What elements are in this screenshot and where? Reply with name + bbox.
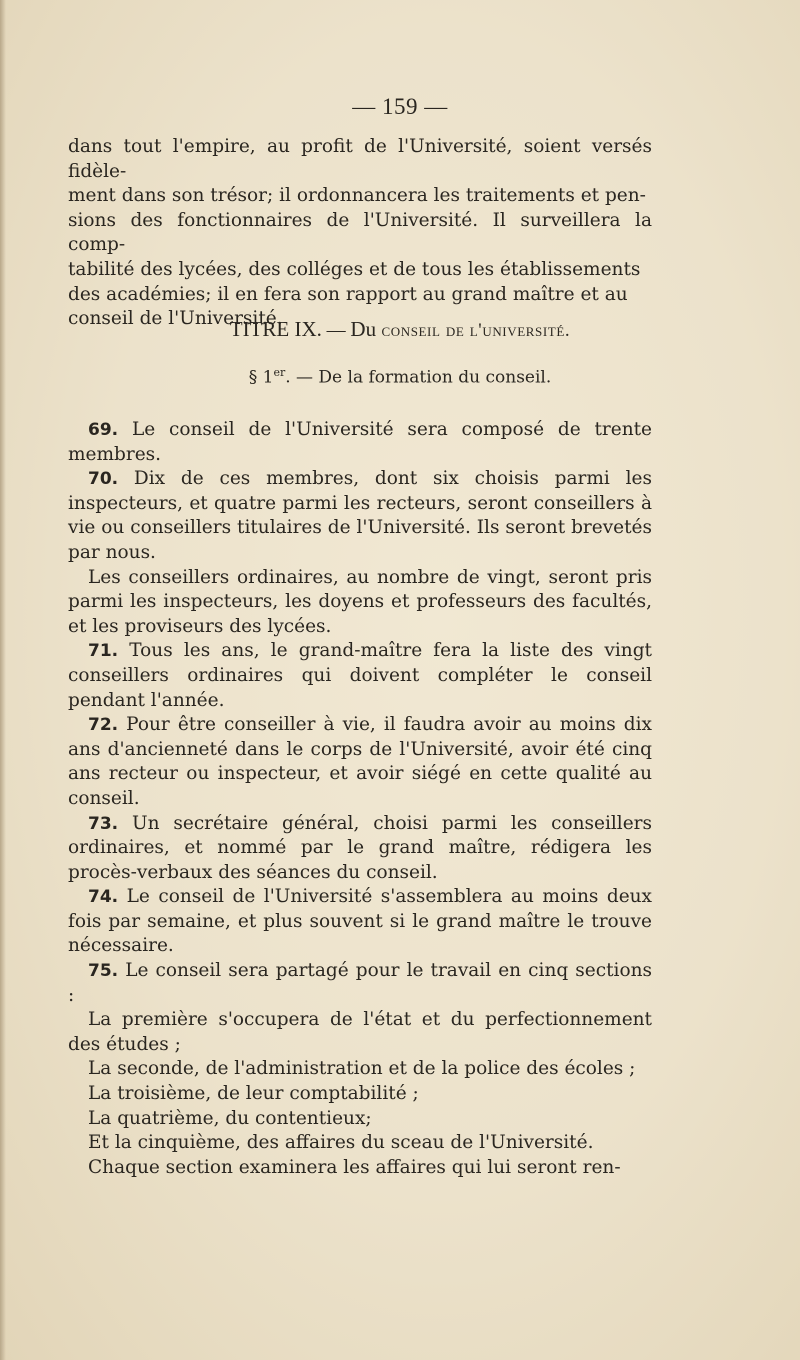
closing-line: Chaque section examinera les affaires qui lui seront ren-	[88, 1156, 621, 1178]
article-number: 71.	[88, 641, 119, 662]
intro-line: sions des fonctionnaires de l'Université. Il surveillera la comp-	[68, 209, 652, 256]
article-text: Un secrétaire général, choisi parmi les conseillers ordinaires, et nommé par le grand maître, rédigera les procès-verbaux des séances du conseil.	[68, 812, 652, 883]
subsection-text: . — De la formation du conseil.	[285, 367, 552, 388]
section-item: La seconde, de l'administration et de la police des écoles ;	[88, 1058, 636, 1080]
subsection-title	[0, 366, 800, 388]
article-text: Le conseil de l'Université s'assemblera au moins deux fois par semaine, et plus souvent si le grand maître le trouve nécessaire.	[68, 886, 652, 957]
article-number: 75.	[88, 961, 119, 982]
article-75	[68, 959, 652, 1008]
article-70-paragraph-2: Les conseillers ordinaires, au nombre de vingt, seront pris parmi les inspecteurs, les doyens et professeurs des facultés, et les proviseurs des lycées.	[68, 566, 652, 637]
section-item: La troisième, de leur comptabilité ;	[88, 1083, 419, 1105]
title-dash: —	[321, 320, 351, 341]
title-subject: conseil de l'université.	[376, 320, 571, 341]
intro-paragraph	[68, 135, 652, 332]
intro-line: conseil de l'Université.	[68, 308, 283, 330]
intro-line: des académies; il en fera son rapport au grand maître et au	[68, 283, 628, 305]
article-69	[68, 418, 652, 467]
article-text: Tous les ans, le grand-maître fera la liste des vingt conseillers ordinaires qui doivent compléter le conseil pendant l'année.	[68, 640, 652, 711]
article-74	[68, 885, 652, 959]
section-item: La première s'occupera de l'état et du perfectionnement des études ;	[68, 1009, 652, 1055]
article-71	[68, 639, 652, 713]
article-text: Le conseil de l'Université sera composé de trente membres.	[68, 419, 652, 465]
intro-line: ment dans son trésor; il ordonnancera les traitements et pen-	[68, 185, 646, 207]
page-edge-shadow	[0, 0, 6, 1360]
intro-line: tabilité des lycées, des colléges et de tous les établissements	[68, 258, 641, 280]
section-item: Et la cinquième, des affaires du sceau de l'Université.	[88, 1132, 594, 1154]
article-number: 69.	[88, 420, 119, 440]
section-title	[0, 317, 800, 342]
article-text: Pour être conseiller à vie, il faudra avoir au moins dix ans d'ancienneté dans le corps de l'Université, avoir été cinq ans recteur ou inspecteur, et avoir siégé en cette qualité au conseil.	[68, 714, 652, 809]
article-number: 70.	[88, 469, 119, 490]
article-text: Le conseil sera partagé pour le travail en cinq sections :	[68, 960, 652, 1006]
subsection-sup: er	[273, 366, 286, 379]
article-number: 72.	[88, 715, 119, 736]
section-item: La quatrième, du contentieux;	[88, 1107, 372, 1129]
intro-line: dans tout l'empire, au profit de l'Université, soient versés fidèle-	[68, 136, 652, 182]
article-73	[68, 812, 652, 886]
articles-body	[68, 418, 652, 1180]
article-number: 73.	[88, 813, 119, 834]
subsection-mark: § 1	[248, 367, 274, 388]
article-number: 74.	[88, 887, 119, 908]
title-du: Du	[350, 317, 377, 341]
article-72	[68, 713, 652, 811]
title-number: TITRE IX.	[229, 317, 322, 341]
article-text: Dix de ces membres, dont six choisis parmi les inspecteurs, et quatre parmi les recteurs, seront conseillers à vie ou conseillers titulaires de l'Université. Ils seront brevetés par nous.	[68, 468, 652, 563]
page-number: — 159 —	[352, 94, 448, 119]
article-70	[68, 467, 652, 565]
